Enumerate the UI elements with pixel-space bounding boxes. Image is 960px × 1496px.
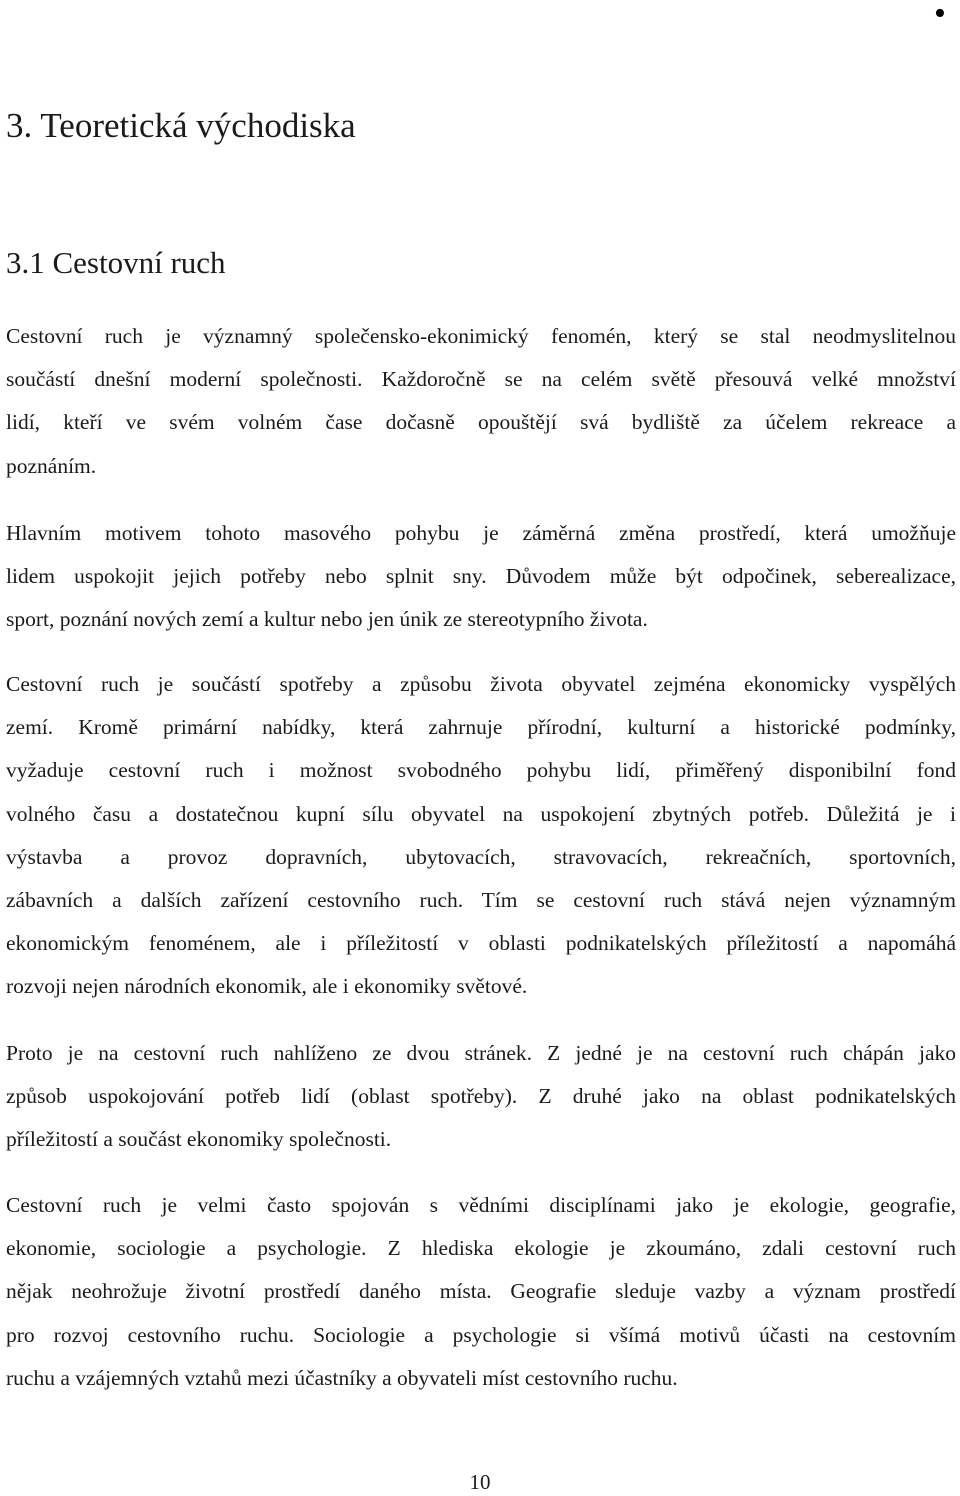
text-line: sport, poznání nových zemí a kultur nebo jen únik ze stereotypního života. xyxy=(6,607,648,632)
text-line: Hlavním motivem tohoto masového pohybu je záměrná změna prostředí, která umožňuje xyxy=(6,521,956,545)
paragraph-5 xyxy=(6,1184,956,1400)
text-line: poznáním. xyxy=(6,453,97,478)
paragraph-2 xyxy=(6,512,956,642)
section-heading: 3.1 Cestovní ruch xyxy=(6,245,226,280)
paragraph-1 xyxy=(6,315,956,488)
page-number: 10 xyxy=(469,1470,491,1494)
chapter-heading: 3. Teoretická východiska xyxy=(6,106,356,145)
text-line: Cestovní ruch je velmi často spojován s vědními disciplínami jako je ekologie, geografie, xyxy=(6,1193,956,1217)
text-line: ekonomie, sociologie a psychologie. Z hlediska ekologie je zkoumáno, zdali cestovní ruch xyxy=(6,1236,956,1261)
text-line: Cestovní ruch je významný společensko-ekonimický fenomén, který se stal neodmyslitelnou xyxy=(6,324,956,348)
paragraph-3 xyxy=(6,663,956,1009)
text-line: pro rozvoj cestovního ruchu. Sociologie a psychologie si všímá motivů účasti na cestovním xyxy=(6,1322,956,1347)
bullet-mark: • xyxy=(934,0,946,32)
text-line: ruchu a vzájemných vztahů mezi účastníky a obyvateli míst cestovního ruchu. xyxy=(6,1365,678,1390)
text-line: volného času a dostatečnou kupní sílu obyvatel na uspokojení zbytných potřeb. Důležitá je i xyxy=(6,801,956,826)
text-line: součástí dnešní moderní společnosti. Každoročně se na celém světě přesouvá velké množství xyxy=(6,367,956,392)
text-line: lidem uspokojit jejich potřeby nebo splnit sny. Důvodem může být odpočinek, seberealizace, xyxy=(6,564,956,589)
text-line: výstavba a provoz dopravních, ubytovacích, stravovacích, rekreačních, sportovních, xyxy=(6,844,956,869)
text-line: zábavních a dalších zařízení cestovního ruch. Tím se cestovní ruch stává nejen významným xyxy=(6,887,956,912)
text-line: Proto je na cestovní ruch nahlíženo ze dvou stránek. Z jedné je na cestovní ruch chápán jako xyxy=(6,1041,956,1065)
text-line: rozvoji nejen národních ekonomik, ale i ekonomiky světové. xyxy=(6,974,528,999)
text-line: příležitostí a součást ekonomiky společnosti. xyxy=(6,1127,392,1152)
text-line: Cestovní ruch je součástí spotřeby a způsobu života obyvatel zejména ekonomicky vyspělých xyxy=(6,672,956,696)
text-line: lidí, kteří ve svém volném čase dočasně opouštějí svá bydliště za účelem rekreace a xyxy=(6,410,956,435)
text-line: nějak neohrožuje životní prostředí daného místa. Geografie sleduje vazby a význam prostředí xyxy=(6,1279,956,1304)
text-line: ekonomickým fenoménem, ale i příležitostí v oblasti podnikatelských příležitostí a napomáhá xyxy=(6,931,956,956)
paragraph-4 xyxy=(6,1032,956,1162)
text-line: vyžaduje cestovní ruch i možnost svobodného pohybu lidí, přiměřený disponibilní fond xyxy=(6,758,956,783)
text-line: zemí. Kromě primární nabídky, která zahrnuje přírodní, kulturní a historické podmínky, xyxy=(6,715,956,740)
text-line: způsob uspokojování potřeb lidí (oblast spotřeby). Z druhé jako na oblast podnikatelských xyxy=(6,1084,956,1109)
